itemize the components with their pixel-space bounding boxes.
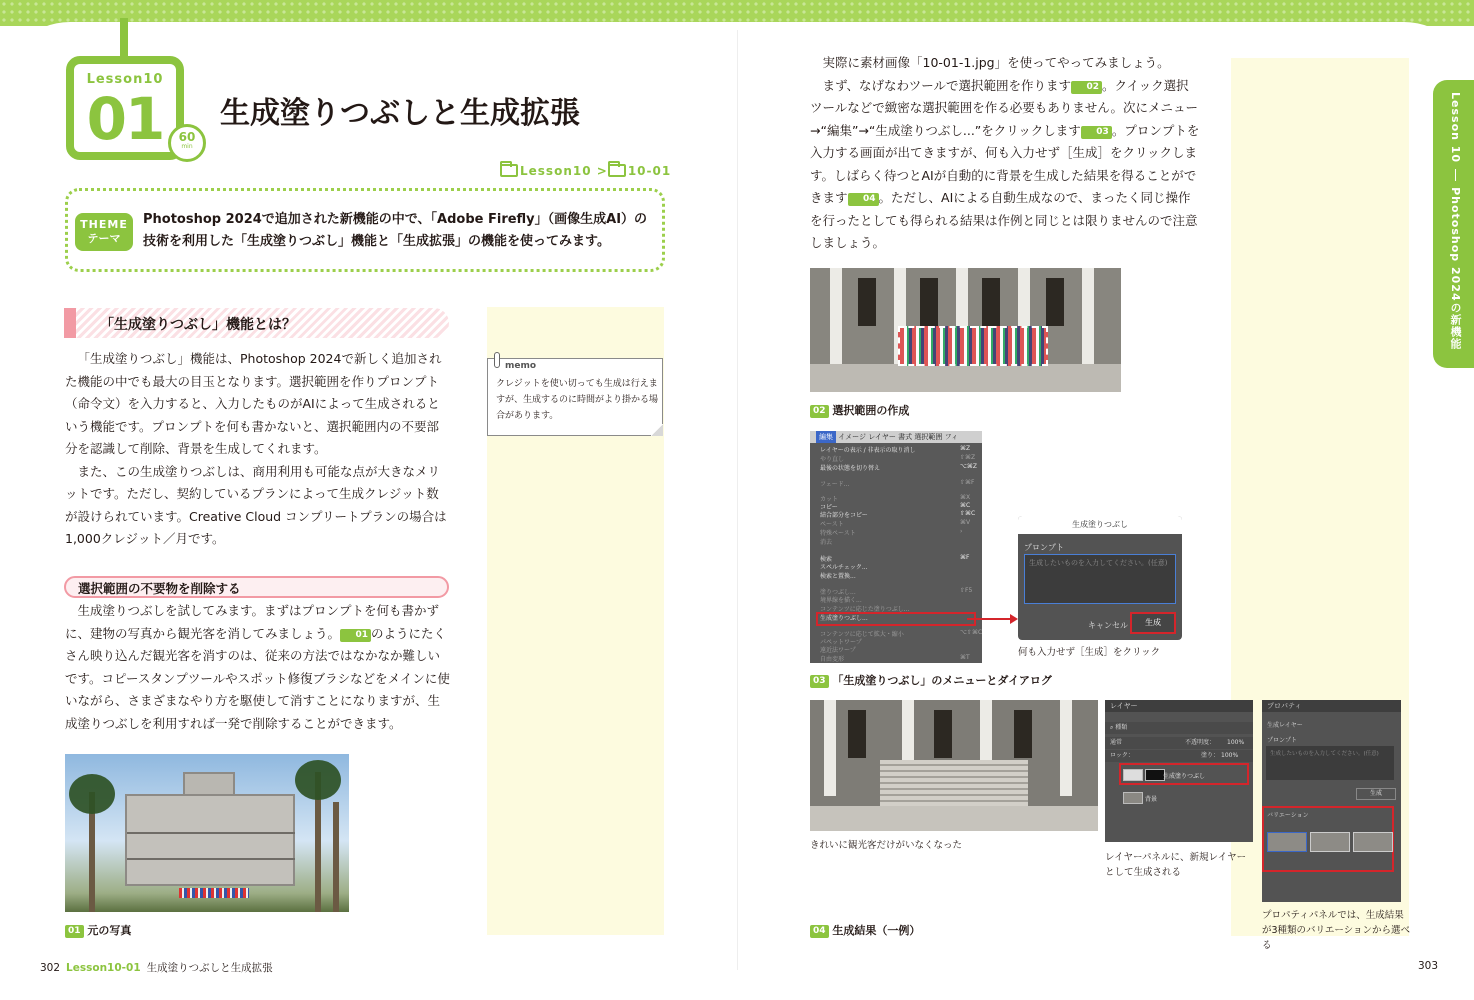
menu-item[interactable] xyxy=(820,463,978,472)
breadcrumb-folder1: Lesson10 xyxy=(520,164,592,178)
figure-ref: 04 xyxy=(848,193,879,206)
section-heading xyxy=(64,308,449,338)
theme-tag-ja: テーマ xyxy=(87,232,121,245)
menu-item-label: 検索 xyxy=(820,556,833,563)
caption-text: 生成結果（一例） xyxy=(832,924,921,937)
clock-unit: min xyxy=(181,143,193,150)
text-run: のようにたくさん映り込んだ観光客を消すのは、従来の方法ではなかなか難しいです。コピースタンプツールやスポット修復ブラシなどをメインに使いながら、さまざまなやり方を駆使して消すことになりますが、生成塗りつぶしを利用すれば一発で削除することができます。 xyxy=(65,625,450,731)
figure-number: 02 xyxy=(810,405,829,418)
side-tab-text xyxy=(1441,92,1463,350)
figure-number: 04 xyxy=(810,925,829,938)
folder-icon xyxy=(500,164,518,177)
menu-item-shortcut: › xyxy=(960,528,963,535)
figure-ref: 01 xyxy=(340,629,371,642)
dialog-prompt-label: プロンプト xyxy=(1024,543,1064,552)
menu-bar-item[interactable]: 書式 xyxy=(898,433,913,441)
breadcrumb xyxy=(500,164,671,178)
text-run: まず、なげなわツールで選択範囲を作ります xyxy=(822,77,1072,93)
menu-bar-item[interactable]: イメージ xyxy=(838,433,867,441)
opacity-value[interactable]: 100% xyxy=(1227,739,1245,746)
palace-building xyxy=(125,794,295,886)
text-run: 。プロンプトを入力する画面が出てきますが、何も入力せず［生成］をクリックします。しばらく待つとAIが自動的に背景を生成した結果を得ることができます xyxy=(810,122,1200,205)
ground xyxy=(810,806,1098,831)
generate-label: 生成 xyxy=(1145,618,1161,627)
paragraph: 「生成塗りつぶし」機能は、Photoshop 2024で新しく追加された機能の中でも最大の目玉となります。選択範囲を作りプロンプト（命令文）を入力すると、入力したものがAIによって生成されるという機能です。プロンプトを何も書かないと、選択範囲内の不要部分を認識して削除、背景を生成してくれます。 xyxy=(65,351,442,456)
figure-caption xyxy=(810,402,909,418)
opacity-label: 不透明度： xyxy=(1185,739,1216,746)
variation-thumbnail[interactable] xyxy=(1310,832,1350,852)
menu-item[interactable] xyxy=(820,645,856,654)
menu-item[interactable] xyxy=(820,519,971,528)
variation-thumbnail[interactable] xyxy=(1267,832,1307,852)
menu-item[interactable] xyxy=(820,562,868,571)
page-number: 302 xyxy=(40,962,61,974)
menu-item-label: レイヤーの表示 / 非表示の取り消し xyxy=(820,447,916,454)
prompt-label: プロンプト xyxy=(1267,737,1298,744)
folder-icon xyxy=(608,164,626,177)
properties-note: プロパティパネルでは、生成結果が3種類のバリエーションから選べる xyxy=(1262,910,1410,951)
arrow-line xyxy=(967,618,1013,620)
layers-panel xyxy=(1105,700,1253,842)
figure-ref: 02 xyxy=(1071,81,1102,94)
theme-tag-en: THEME xyxy=(80,218,128,231)
search-icon: ⌕ xyxy=(1110,724,1116,731)
menu-item[interactable] xyxy=(820,528,963,537)
menu-item-label: 自由変形 xyxy=(820,656,845,663)
section1-body xyxy=(65,348,450,551)
memo-text: クレジットを使い切っても生成は行えますが、生成するのに時間がより掛かる場合があります。 xyxy=(496,379,659,421)
layer-type: 生成レイヤー xyxy=(1267,722,1303,729)
lock-fill-row xyxy=(1105,750,1253,762)
ground xyxy=(810,364,1121,392)
window xyxy=(934,710,952,758)
menu-item-shortcut: ⇧⌘C xyxy=(960,510,976,517)
breadcrumb-separator: > xyxy=(596,164,608,178)
section-heading-bar xyxy=(64,308,76,338)
subsection-heading xyxy=(64,576,449,598)
figure-caption xyxy=(65,922,131,938)
variations-label: バリエーション xyxy=(1267,812,1309,819)
paragraph xyxy=(810,75,1200,255)
theme-text: Photoshop 2024で追加された新機能の中で、「Adobe Firefly」（画像生成AI）の技術を利用した「生成塗りつぶし」機能と「生成拡張」の機能を使ってみます。 xyxy=(143,212,648,249)
caption-text: 「生成塗りつぶし」のメニューとダイアログ xyxy=(832,674,1052,687)
right-body xyxy=(810,52,1200,255)
side-tab-separator xyxy=(1455,169,1456,181)
prompt-placeholder: 生成したいものを入力してください。(任意) xyxy=(1270,751,1379,757)
text-run: 。クイック選択ツールなどで緻密な選択範囲を作る必要もありません。次にメニュー→“編集”→“生成塗りつぶし...”をクリックします xyxy=(810,77,1199,138)
menu-item-label: スペルチェック... xyxy=(820,564,868,571)
text-run: 生成塗りつぶしを試してみます。まずはプロンプトを何も書かずに、建物の写真から観光客を消してみましょう。 xyxy=(65,603,440,641)
generate-button[interactable] xyxy=(1356,788,1396,800)
clock-minutes: 60 xyxy=(178,130,196,144)
layers-note: レイヤーパネルに、新規レイヤーとして生成される xyxy=(1105,852,1247,878)
footer-left xyxy=(40,960,273,975)
menu-item-label: 消去 xyxy=(820,539,833,546)
menu-item-label: コンテンツに応じた塗りつぶし... xyxy=(820,606,910,613)
chapter-side-tab xyxy=(1433,80,1474,368)
properties-panel-title: プロパティ xyxy=(1262,700,1401,712)
result-note: きれいに観光客だけがいなくなった xyxy=(810,840,963,851)
menu-item-label: コピー xyxy=(820,504,838,511)
balcony-line xyxy=(127,832,295,834)
cancel-button[interactable]: キャンセル xyxy=(1088,621,1128,630)
menu-bar-item[interactable]: フィ xyxy=(944,433,959,441)
memo-fold xyxy=(651,424,663,436)
paperclip-icon xyxy=(494,352,500,368)
window xyxy=(920,278,938,326)
pillar xyxy=(1082,268,1094,364)
menu-item[interactable] xyxy=(820,654,970,663)
selection-photo xyxy=(810,268,1121,392)
pillar xyxy=(1060,700,1072,796)
generate-label: 生成 xyxy=(1369,790,1382,797)
menu-item-label: 遠近法ワープ xyxy=(820,647,856,654)
balcony-line xyxy=(127,858,295,860)
dialog-title: 生成塗りつぶし xyxy=(1018,516,1182,534)
footer-title: 生成塗りつぶしと生成拡張 xyxy=(146,962,273,974)
lock-label: ロック： xyxy=(1110,752,1134,759)
menu-item-shortcut: ⌥⌘Z xyxy=(960,463,978,470)
caption-text: 選択範囲の作成 xyxy=(832,404,910,417)
layer-thumbnail xyxy=(1123,792,1143,804)
lesson-number: 01 xyxy=(86,85,164,153)
footer-lesson: Lesson10-01 xyxy=(66,962,141,974)
result-photo xyxy=(810,700,1098,831)
menu-item-shortcut: ⌘F xyxy=(960,554,970,561)
figure-number: 03 xyxy=(810,675,829,688)
layer-name[interactable]: 生成塗りつぶし xyxy=(1163,773,1206,780)
generate-button[interactable] xyxy=(1130,612,1176,634)
edit-menu-screenshot xyxy=(810,431,982,663)
paragraph: また、この生成塗りつぶしは、商用利用も可能な点が大きなメリットです。ただし、契約しているプランによって生成クレジット数が設けられています。Creative Cloud コンプリートプランの場合は1,000クレジット／月です。 xyxy=(65,463,447,546)
menu-item-label: カット xyxy=(820,496,838,503)
window xyxy=(1046,278,1064,326)
menu-item-label: 境界線を描く... xyxy=(820,597,862,604)
menu-item-shortcut: ⌘V xyxy=(960,519,971,526)
caption-text: 元の写真 xyxy=(87,924,132,937)
figure-caption xyxy=(810,672,1052,688)
menu-item-shortcut: ⇧⌘F xyxy=(960,479,975,486)
menu-item-label: 結合部分をコピー xyxy=(820,512,868,519)
lasso-selection xyxy=(898,326,1048,366)
menu-item-label: ペースト xyxy=(820,521,844,528)
breadcrumb-folder2: 10-01 xyxy=(627,164,672,178)
fill-label: 塗り： xyxy=(1201,752,1220,759)
memo-title: memo xyxy=(505,361,537,371)
side-tab-lesson: Lesson 10 xyxy=(1449,92,1462,164)
menu-item[interactable] xyxy=(820,445,971,454)
badge-hook xyxy=(120,18,128,58)
lesson-badge xyxy=(66,56,184,160)
layer-name[interactable]: 背景 xyxy=(1145,796,1158,803)
menu-item-label: やり直し xyxy=(820,456,845,463)
text-run: 。ただし、AIによる自動生成なので、まったく同じ操作を行ったとしても得られる結果は作例と同じとは限りませんので注意しましょう。 xyxy=(810,190,1198,250)
page-gutter xyxy=(737,30,738,970)
section2-body xyxy=(65,600,450,735)
page-title: 生成塗りつぶしと生成拡張 xyxy=(220,96,580,131)
menu-item-label: 特殊ペースト xyxy=(820,530,856,537)
generative-fill-dialog xyxy=(1018,516,1182,640)
menu-bar-item[interactable]: 編集 xyxy=(816,431,836,443)
menu-item-shortcut: ⌘X xyxy=(960,494,971,501)
menu-bar-item[interactable]: 選択範囲 xyxy=(914,433,943,441)
subsection-heading-text: 選択範囲の不要物を削除する xyxy=(78,581,241,596)
menu-item-label: 最後の状態を切り替え xyxy=(820,465,881,472)
pillar xyxy=(824,700,836,796)
window xyxy=(1014,710,1032,758)
palm-trunk xyxy=(333,802,339,912)
window xyxy=(848,710,866,758)
menu-item[interactable] xyxy=(820,571,856,580)
menu-item[interactable] xyxy=(820,479,975,488)
arrow-right-icon xyxy=(1010,614,1018,624)
new-layer-highlight xyxy=(1119,763,1249,785)
palm-crown xyxy=(295,760,341,800)
menu-item[interactable] xyxy=(820,537,832,546)
layer-kind-filter[interactable] xyxy=(1105,722,1253,734)
menu-item-label: 塗りつぶし... xyxy=(820,589,856,596)
window xyxy=(982,278,1000,326)
page-number: 303 xyxy=(1418,960,1439,972)
section-heading-text: 「生成塗りつぶし」機能とは？ xyxy=(100,317,296,333)
kind-label: 種類 xyxy=(1115,724,1128,731)
lesson-label: Lesson10 xyxy=(86,72,164,87)
menu-item-shortcut: ⌘C xyxy=(960,502,971,509)
prompt-placeholder: 生成したいものを入力してください。(任意) xyxy=(1029,559,1168,567)
paragraph: 実際に素材画像「10-01-1.jpg」を使ってやってみましょう。 xyxy=(822,55,1170,70)
theme-tag xyxy=(75,213,133,251)
prompt-input[interactable] xyxy=(1266,746,1394,780)
staircase xyxy=(880,760,1028,810)
variation-thumbnail[interactable] xyxy=(1353,832,1393,852)
menu-item-shortcut: ⇧⌘Z xyxy=(960,454,976,461)
dialog-note: 何も入力せず［生成］をクリック xyxy=(1018,647,1161,658)
pillar xyxy=(830,268,842,364)
properties-panel xyxy=(1262,700,1401,902)
generative-fill-highlight xyxy=(816,612,976,626)
menu-item-shortcut: ⌘T xyxy=(960,654,970,661)
memo-card xyxy=(487,358,663,436)
tourist-crowd xyxy=(179,888,249,898)
menu-item-shortcut: ⇧F5 xyxy=(960,587,973,594)
figure-ref: 03 xyxy=(1081,126,1112,139)
menu-bar xyxy=(810,431,982,443)
menu-item[interactable] xyxy=(820,510,976,519)
side-tab-title: Photoshop 2024の新機能 xyxy=(1449,187,1462,350)
layers-panel-title: レイヤー xyxy=(1105,700,1253,712)
menu-item[interactable] xyxy=(820,595,862,604)
original-photo xyxy=(65,754,349,912)
menu-item-label: コンテンツに応じて拡大・縮小 xyxy=(820,631,904,638)
menu-item-shortcut: ⌘Z xyxy=(960,445,971,452)
menu-item-shortcut: ⌥⇧⌘C xyxy=(960,629,982,636)
menu-item[interactable] xyxy=(820,454,976,463)
blend-opacity-row xyxy=(1105,737,1253,749)
paragraph xyxy=(65,600,450,735)
prompt-input[interactable] xyxy=(1024,554,1176,604)
alarm-clock-icon xyxy=(168,124,206,162)
menu-bar-item[interactable]: レイヤー xyxy=(868,433,896,441)
theme-box xyxy=(65,188,665,272)
menu-item-label: フェード... xyxy=(820,481,850,488)
figure-number: 01 xyxy=(65,925,84,938)
menu-item-label: 生成塗りつぶし... xyxy=(820,615,868,622)
menu-item-label: 検索と置換... xyxy=(820,573,856,580)
menu-item-label: パペットワープ xyxy=(820,639,862,646)
window xyxy=(858,278,876,326)
palm-crown xyxy=(69,774,115,814)
figure-caption xyxy=(810,922,920,938)
fill-value[interactable]: 100% xyxy=(1221,752,1239,759)
blend-mode[interactable]: 通常 xyxy=(1110,739,1123,746)
